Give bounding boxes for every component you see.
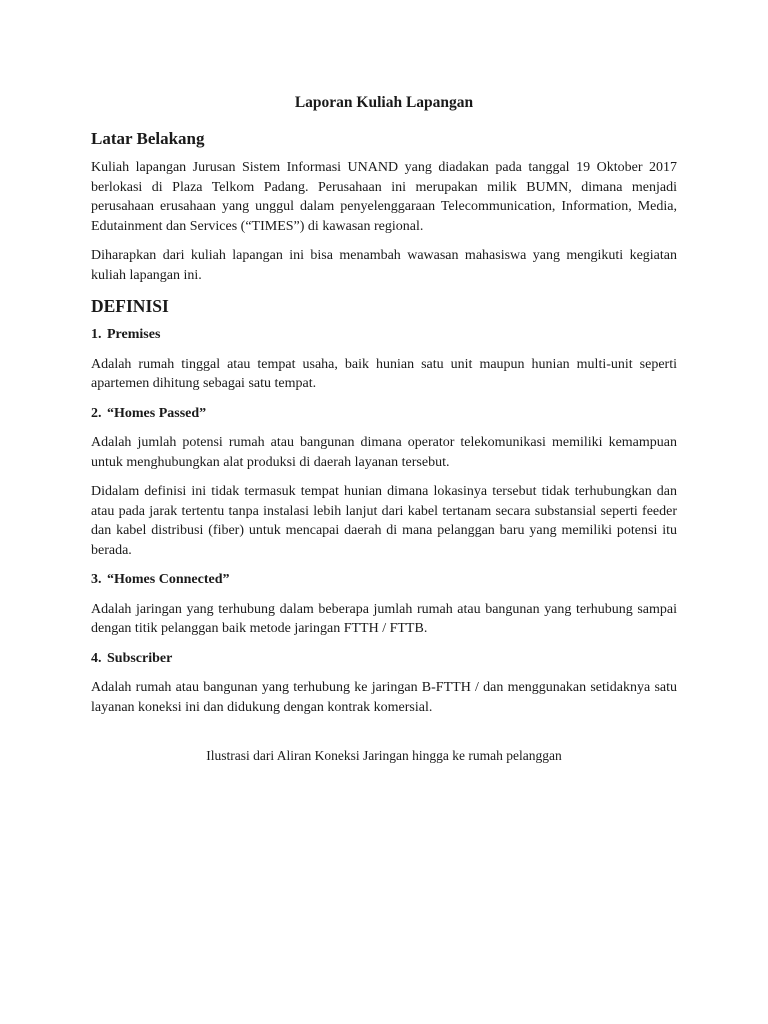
- paragraph: Adalah rumah tinggal atau tempat usaha, baik hunian satu unit maupun hunian multi-unit seperti apartemen dihitung sebagai satu tempat.: [91, 356, 677, 391]
- paragraph: Didalam definisi ini tidak termasuk tempat hunian dimana lokasinya tersebut tidak terhubungkan dan atau pada jarak tertentu tanpa instalasi lebih lanjut dari kabel tertanam secara substansial seperti feeder dan kabel distribusi (fiber) untuk mencapai daerah di mana pelanggan baru yang memiliki potensi itu berada.: [91, 484, 677, 558]
- definition-number: 3.: [91, 572, 102, 587]
- definition-number: 2.: [91, 405, 102, 421]
- definition-term: “Homes Connected”: [107, 572, 230, 587]
- paragraph: Adalah rumah atau bangunan yang terhubung ke jaringan B-FTTH / dan menggunakan setidaknya satu layanan koneksi ini dan didukung dengan kontrak komersial.: [91, 680, 677, 715]
- definition-heading-subscriber: [91, 649, 677, 669]
- definition-term: Premises: [107, 327, 161, 342]
- paragraph: Adalah jaringan yang terhubung dalam beberapa jumlah rumah atau bangunan yang terhubung sampai dengan titik pelanggan baik metode jaringan FTTH / FTTB.: [91, 601, 677, 636]
- document-page: [91, 92, 677, 765]
- paragraph: Kuliah lapangan Jurusan Sistem Informasi UNAND yang diadakan pada tanggal 19 Oktober 2017 berlokasi di Plaza Telkom Padang. Perusahaan ini merupakan milik BUMN, dimana menjadi perusahaan erusahaan yang unggul dalam penyelenggaraan Telecommunication, Information, Media, Edutainment dan Services (“TIMES”) di kawasan regional.: [91, 160, 677, 234]
- definition-heading-premises: [91, 325, 677, 345]
- document-title: Laporan Kuliah Lapangan: [294, 94, 474, 111]
- definition-number: 4.: [91, 650, 102, 666]
- definition-number: 1.: [91, 327, 102, 342]
- definition-term: Subscriber: [107, 650, 173, 666]
- figure-caption: Ilustrasi dari Aliran Koneksi Jaringan hingga ke rumah pelanggan: [206, 748, 562, 763]
- paragraph: Adalah jumlah potensi rumah atau bangunan dimana operator telekomunikasi memiliki kemampuan untuk menghubungkan alat produksi di daerah layanan tersebut.: [91, 435, 677, 470]
- paragraph: Diharapkan dari kuliah lapangan ini bisa menambah wawasan mahasiswa yang mengikuti kegiatan kuliah lapangan ini.: [91, 248, 677, 283]
- section-heading-latar-belakang: Latar Belakang: [91, 129, 205, 148]
- definition-heading-homes-connected: [91, 570, 677, 590]
- definition-heading-homes-passed: [91, 404, 677, 424]
- definition-term: “Homes Passed”: [107, 405, 207, 421]
- section-heading-definisi: DEFINISI: [91, 296, 169, 316]
